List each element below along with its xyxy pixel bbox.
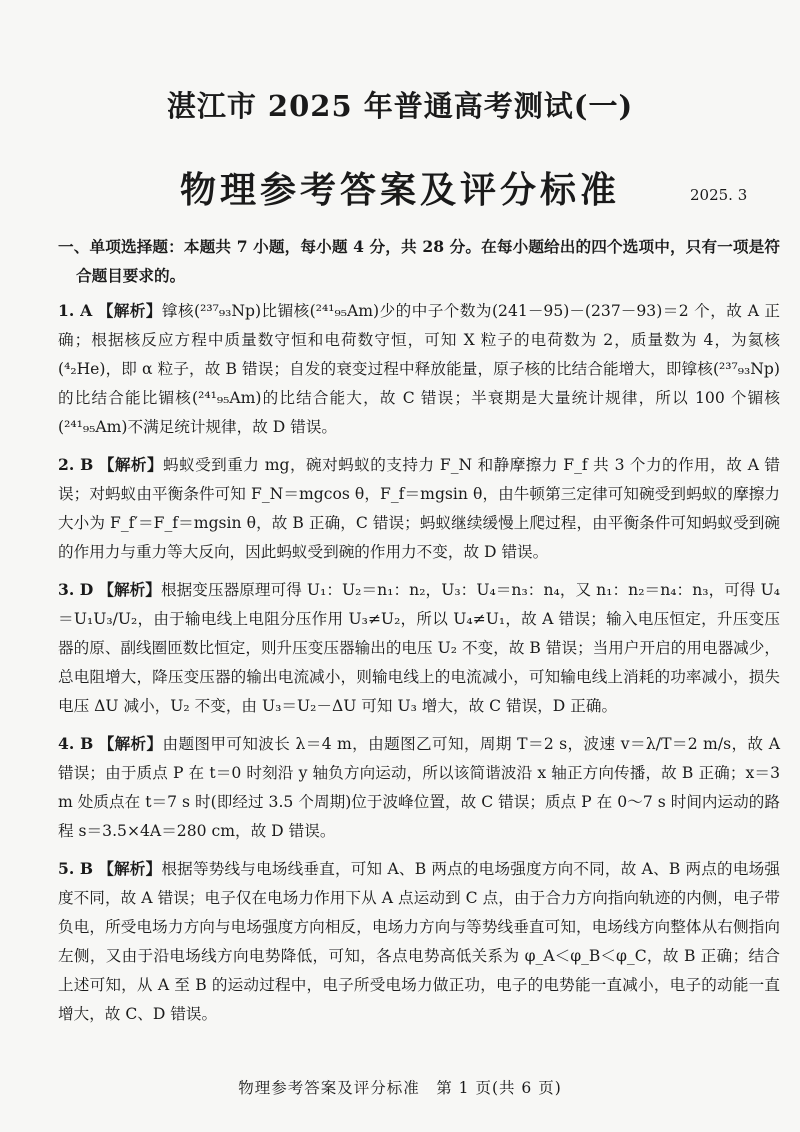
question-number: 5. B bbox=[58, 859, 94, 878]
question-explanation: 由题图甲可知波长 λ＝4 m，由题图乙可知，周期 T＝2 s，波速 v＝λ/T＝2 m/s，故 A 错误；由于质点 P 在 t＝0 时刻沿 y 轴负方向运动，所以该简谐波沿 x 轴正方向传播，故 B 正确；x＝3 m 处质点在 t＝7 s 时(即经过 3.5 个周期)位于波峰位置，故 C 错误；质点 P 在 0～7 s 时间内运动的路程 s＝3.5×4A＝280 cm，故 D 错误。 bbox=[58, 735, 780, 840]
question-2 bbox=[58, 450, 780, 567]
analysis-tag: 【解析】 bbox=[97, 301, 162, 320]
document-date: 2025. 3 bbox=[690, 186, 748, 204]
analysis-tag: 【解析】 bbox=[98, 734, 163, 753]
question-explanation: 根据等势线与电场线垂直，可知 A、B 两点的电场强度方向不同，故 A、B 两点的电场强度不同，故 A 错误；电子仅在电场力作用下从 A 点运动到 C 点，由于合力方向指向轨迹的内侧，电子带负电，所受电场力方向与电场强度方向相反，电场力方向与等势线垂直可知，电场线方向整体从右侧指向左侧，又由于沿电场线方向电势降低，可知，各点电势高低关系为 φ_A＜φ_B＜φ_C，故 B 正确；结合上述可知，从 A 至 B 的运动过程中，电子所受电场力做正功，电子的电势能一直减小，电子的动能一直增大，故 C、D 错误。 bbox=[58, 860, 780, 1023]
question-number: 1. A bbox=[58, 301, 93, 320]
question-number: 3. D bbox=[58, 580, 94, 599]
question-explanation: 根据变压器原理可得 U₁：U₂＝n₁：n₂，U₃：U₄＝n₃：n₄，又 n₁：n₂＝n₄：n₃，可得 U₄＝U₁U₃/U₂，由于输电线上电阻分压作用 U₃≠U₂，所以 U₄≠U₁，故 A 错误；输入电压恒定，升压变压器的原、副线圈匝数比恒定，则升压变压器输出的电压 U₂ 不变，故 B 错误；当用户开启的用电器减少，总电阻增大，降压变压器的输出电流减小，则输电线上的电流减小，可知输电线上消耗的功率减小，损失电压 ΔU 减小，U₂ 不变，由 U₃＝U₂－ΔU 可知 U₃ 增大，故 C 错误，D 正确。 bbox=[58, 581, 780, 715]
answer-content bbox=[58, 232, 780, 1037]
question-5 bbox=[58, 854, 780, 1029]
question-number: 2. B bbox=[58, 455, 94, 474]
analysis-tag: 【解析】 bbox=[98, 580, 161, 599]
question-number: 4. B bbox=[58, 734, 94, 753]
document-title: 物理参考答案及评分标准 bbox=[179, 169, 620, 211]
exam-title: 湛江市 2025 年普通高考测试(一) bbox=[166, 89, 634, 123]
question-4 bbox=[58, 729, 780, 846]
question-3 bbox=[58, 575, 780, 721]
question-explanation: 镎核(²³⁷₉₃Np)比镅核(²⁴¹₉₅Am)少的中子个数为(241－95)－(237－93)＝2 个，故 A 正确；根据核反应方程中质量数守恒和电荷数守恒，可知 X 粒子的电荷数为 2，质量数为 4，为氦核(⁴₂He)，即 α 粒子，故 B 错误；自发的衰变过程中释放能量，原子核的比结合能增大，即镎核(²³⁷₉₃Np)的比结合能比镅核(²⁴¹₉₅Am)的比结合能大，故 C 错误；半衰期是大量统计规律，所以 100 个镅核(²⁴¹₉₅Am)不满足统计规律，故 D 错误。 bbox=[58, 302, 780, 436]
page-footer: 物理参考答案及评分标准 第 1 页(共 6 页) bbox=[238, 1079, 562, 1097]
section-heading: 一、单项选择题：本题共 7 小题，每小题 4 分，共 28 分。在每小题给出的四个选项中，只有一项是符合题目要求的。 bbox=[58, 237, 780, 285]
analysis-tag: 【解析】 bbox=[98, 455, 164, 474]
analysis-tag: 【解析】 bbox=[98, 859, 162, 878]
question-explanation: 蚂蚁受到重力 mg，碗对蚂蚁的支持力 F_N 和静摩擦力 F_f 共 3 个力的作用，故 A 错误；对蚂蚁由平衡条件可知 F_N＝mgcos θ，F_f＝mgsin θ，由牛顿第三定律可知碗受到蚂蚁的摩擦力大小为 F_f′＝F_f＝mgsin θ，故 B 正确，C 错误；蚂蚁继续缓慢上爬过程，由平衡条件可知蚂蚁受到碗的作用力与重力等大反向，因此蚂蚁受到碗的作用力不变，故 D 错误。 bbox=[58, 456, 780, 561]
question-1 bbox=[58, 296, 780, 442]
